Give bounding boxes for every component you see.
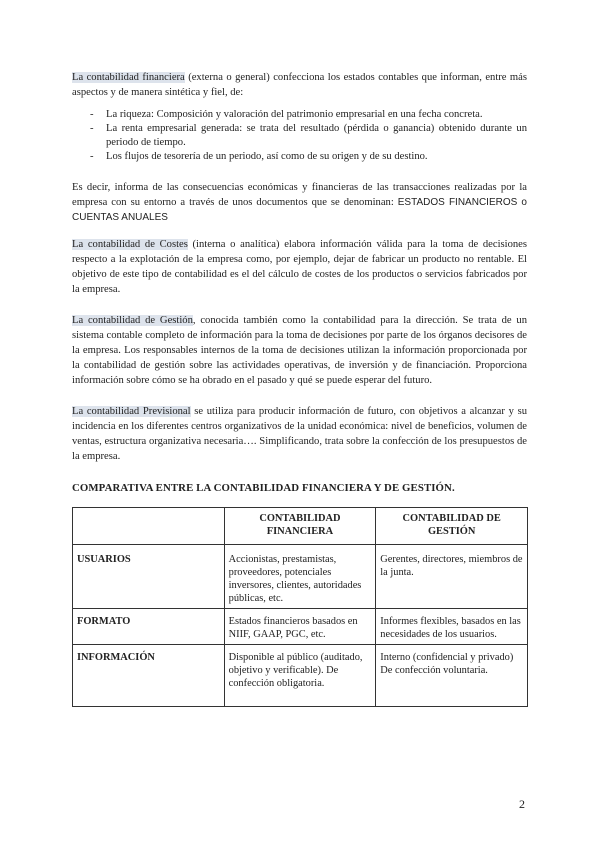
bullet-list — [72, 108, 527, 164]
header-empty — [73, 508, 225, 545]
row-label: INFORMACIÓN — [73, 645, 225, 707]
list-item: - La riqueza: Composición y valoración del patrimonio empresarial en una fecha concreta. — [106, 108, 527, 122]
paragraph-costes — [72, 237, 527, 297]
highlight-financiera: La contabilidad financiera — [72, 72, 185, 83]
table-cell: Accionistas, prestamistas, proveedores, potenciales inversores, clientes, autoridades públicas, etc. — [224, 545, 376, 609]
page-number: 2 — [519, 797, 525, 811]
caps-term: ESTADOS FINANCIEROS o CUENTAS ANUALES — [72, 197, 527, 223]
list-item: - La renta empresarial generada: se trata del resultado (pérdida o ganancia) obtenido durante un periodo de tiempo. — [106, 122, 527, 150]
row-label: USUARIOS — [73, 545, 225, 609]
table-cell: Informes flexibles, basados en las necesidades de los usuarios. — [376, 609, 528, 645]
paragraph-text: Es decir, informa de las consecuencias económicas y financieras de las transacciones realizadas por la empresa con su entorno a través de unos documentos que se denominan: — [72, 182, 527, 208]
paragraph-text: (interna o analítica) elabora información válida para la toma de decisiones respecto a la explotación de la empresa como, por ejemplo, dejar de fabricar un producto no rentable. El objetivo de este tipo de contabilidad es el del cálculo de costes de los productos o servicios fabricados por la empresa. — [72, 239, 528, 295]
comparison-table — [72, 507, 528, 707]
table-title: COMPARATIVA ENTRE LA CONTABILIDAD FINANCIERA Y DE GESTIÓN. — [72, 482, 455, 494]
paragraph-financiera — [72, 70, 527, 100]
paragraph-text: se utiliza para producir información de futuro, con objetivos a alcanzar y su incidencia en los diferentes centros organizativos de la unidad económica: nivel de beneficios, volumen de ventas, estructura organizativa necesaria…. Simplificando, trata sobre la confección de los presupuestos de la empresa. — [72, 406, 527, 462]
table-row — [73, 609, 528, 645]
header-gestion: CONTABILIDAD DE GESTIÓN — [376, 508, 528, 545]
table-cell: Disponible al público (auditado, objetivo y verificable). De confección obligatoria. — [224, 645, 376, 707]
row-label: FORMATO — [73, 609, 225, 645]
paragraph-previsional — [72, 404, 527, 464]
table-cell: Gerentes, directores, miembros de la junta. — [376, 545, 528, 609]
table-row — [73, 545, 528, 609]
table-cell: Interno (confidencial y privado) De confección voluntaria. — [376, 645, 528, 707]
paragraph-es-decir — [72, 180, 527, 225]
table-row — [73, 645, 528, 707]
highlight-gestion: La contabilidad de Gestión — [72, 315, 193, 326]
paragraph-text: , conocida también como la contabilidad para la dirección. Se trata de un sistema contable completo de información para la toma de decisiones por parte de los órganos decisores de la empresa. Los responsables internos de la toma de decisiones utilizan la información proporcionada por la contabilidad de gestión sobre las actividades operativas, de inversión y de financiación. Proporciona información sobre cómo se ha obrado en el pasado y qué se puede esperar del futuro. — [72, 315, 528, 386]
header-financiera: CONTABILIDAD FINANCIERA — [224, 508, 376, 545]
document-body — [72, 70, 527, 707]
highlight-previsional: La contabilidad Previsional — [72, 406, 191, 417]
list-item: - Los flujos de tesorería de un periodo, así como de su origen y de su destino. — [106, 150, 527, 164]
paragraph-text: (externa o general) confecciona los estados contables que informan, entre más aspectos y de manera sintética y fiel, de: — [72, 72, 527, 98]
highlight-costes: La contabilidad de Costes — [72, 239, 188, 250]
table-cell: Estados financieros basados en NIIF, GAAP, PGC, etc. — [224, 609, 376, 645]
paragraph-gestion — [72, 313, 527, 388]
table-header-row — [73, 508, 528, 545]
